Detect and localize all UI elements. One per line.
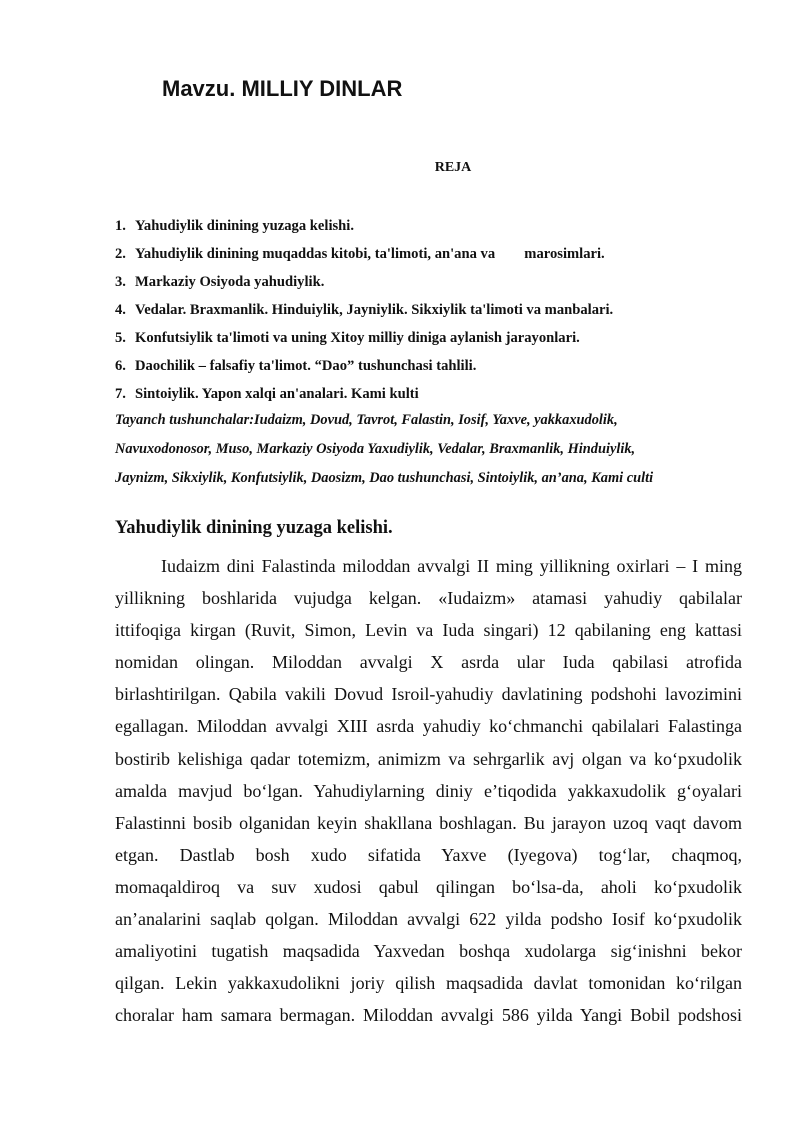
paragraph-line: egallagan. Miloddan avvalgi XIII asrda yahudiy ko‘chmanchi qabilalari Falastinga (115, 716, 742, 737)
paragraph-line: momaqaldiroq va suv xudosi qabul qilingan bo‘lsa-da, aholi ko‘pxudolik (115, 876, 742, 897)
paragraph-line: birlashtirilgan. Qabila vakili Dovud Isroil-yahudiy davlatining podshohi lavozimini (115, 684, 742, 705)
body-paragraph (115, 550, 742, 1031)
plan-item-text: Vedalar. Braxmanlik. Hinduiylik, Jayniylik. Sikxiylik ta'limoti va manbalari. (135, 302, 614, 318)
key-concepts-line: Jaynizm, Sikxiylik, Konfutsiylik, Daosizm, Dao tushunchasi, Sintoiylik, an’ana, Kami culti (115, 470, 654, 486)
plan-item (115, 380, 755, 408)
plan-item-text: Daochilik – falsafiy ta'limot. “Dao” tushunchasi tahlili. (135, 358, 477, 374)
plan-item-text: Markaziy Osiyoda yahudiylik. (135, 274, 325, 290)
plan-item-number: 1. (115, 218, 126, 234)
plan-item-number: 6. (115, 358, 126, 374)
plan-item (115, 268, 755, 296)
paragraph-line: choralar ham samara bermagan. Miloddan avvalgi 586 yilda Yangi Bobil podshosi (115, 1005, 742, 1026)
plan-item-number: 3. (115, 274, 126, 290)
paragraph-line: amaliyotini tugatish maqsadida Yaxvedan boshqa xudolarga sig‘inishni bekor (115, 941, 742, 962)
plan-item (115, 296, 755, 324)
paragraph-line: amalda mavjud bo‘lgan. Yahudiylarning diniy e’tiqodida yakkaxudolik g‘oyalari (115, 780, 742, 801)
paragraph-line: qilgan. Lekin yakkaxudolikni joriy qilish maqsadida davlat tomonidan ko‘rilgan (115, 973, 742, 994)
paragraph-line: bostirib kelishiga qadar totemizm, animizm va sehrgarlik avj olgan va ko‘pxudolik (115, 748, 742, 769)
paragraph-line: ittifoqiga kirgan (Ruvit, Simon, Levin va Iuda singari) 12 qabilaning eng kattasi (115, 620, 742, 641)
plan-item-number: 4. (115, 302, 126, 318)
key-concepts (115, 406, 755, 493)
paragraph-line: an’analarini saqlab qolgan. Miloddan avvalgi 622 yilda podsho Iosif ko‘pxudolik (115, 909, 742, 930)
key-concepts-line: Tayanch tushunchalar:Iudaizm, Dovud, Tavrot, Falastin, Iosif, Yaxve, yakkaxudolik, (115, 412, 618, 428)
section-heading: Yahudiylik dinining yuzaga kelishi. (115, 518, 393, 538)
plan-item (115, 352, 755, 380)
page-title: Mavzu. MILLIY DINLAR (162, 76, 403, 101)
paragraph-line: Iudaizm dini Falastinda miloddan avvalgi II ming yillikning oxirlari – I ming (161, 556, 742, 576)
plan-item-text: Sintoiylik. Yapon xalqi an'analari. Kami kulti (135, 386, 419, 402)
paragraph-line: etgan. Dastlab bosh xudo sifatida Yaxve (Iyegova) tog‘lar, chaqmoq, (115, 844, 742, 865)
plan-item (115, 212, 755, 240)
plan-item-number: 7. (115, 386, 126, 402)
plan-item (115, 240, 755, 268)
plan-heading: REJA (434, 160, 472, 175)
plan-item-text: Yahudiylik dinining yuzaga kelishi. (135, 218, 354, 234)
key-concepts-line: Navuxodonosor, Muso, Markaziy Osiyoda Yaxudiylik, Vedalar, Braxmanlik, Hinduiylik, (115, 441, 636, 457)
paragraph-line: nomidan olingan. Miloddan avvalgi X asrda ular Iuda qabilasi atrofida (115, 652, 742, 673)
plan-item-number: 5. (115, 330, 126, 346)
paragraph-line: Falastinni bosib olganidan keyin shakllana boshlagan. Bu jarayon uzoq vaqt davom (115, 812, 742, 833)
paragraph-line: yillikning boshlarida vujudga kelgan. «Iudaizm» atamasi yahudiy qabilalar (115, 588, 742, 609)
plan-list (115, 212, 755, 408)
plan-item (115, 324, 755, 352)
plan-item-text: Yahudiylik dinining muqaddas kitobi, ta'limoti, an'ana va marosimlari. (135, 246, 605, 262)
plan-item-number: 2. (115, 246, 126, 262)
plan-item-text: Konfutsiylik ta'limoti va uning Xitoy milliy diniga aylanish jarayonlari. (135, 330, 580, 346)
